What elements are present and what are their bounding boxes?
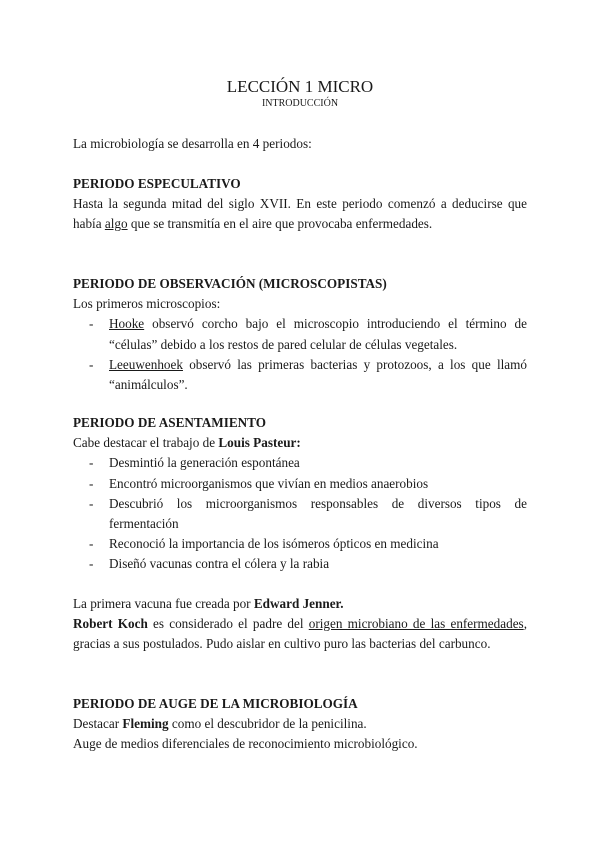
dash-bullet-icon: - bbox=[89, 495, 94, 511]
list-item: - Desmintió la generación espontánea bbox=[73, 453, 527, 473]
dash-bullet-icon: - bbox=[89, 475, 94, 491]
dash-bullet-icon: - bbox=[89, 556, 94, 572]
intro-paragraph: La microbiología se desarrolla en 4 periodos: bbox=[73, 136, 312, 151]
section-asentamiento bbox=[73, 413, 527, 575]
bullet-list bbox=[73, 453, 527, 574]
dash-bullet-icon: - bbox=[89, 356, 94, 372]
vaccine-paragraph: La primera vacuna fue creada por Edward Jenner. bbox=[73, 596, 344, 611]
scientist-name: Fleming bbox=[122, 716, 169, 732]
list-item: - Reconoció la importancia de los isómeros ópticos en medicina bbox=[73, 534, 527, 554]
list-item: - Hooke observó corcho bajo el microscopio introduciendo el término de “células” debido a los restos de pared celular de células vegetales. bbox=[89, 316, 527, 352]
section-especulativo bbox=[73, 174, 527, 235]
dash-bullet-icon: - bbox=[89, 455, 94, 471]
scientist-name: Leeuwenhoek bbox=[109, 356, 183, 372]
section-heading: PERIODO DE OBSERVACIÓN (MICROSCOPISTAS) bbox=[73, 276, 387, 291]
list-item: - Leeuwenhoek observó las primeras bacterias y protozoos, a los que llamó “animálculos”. bbox=[89, 356, 527, 393]
list-item: - Descubrió los microorganismos responsables de diversos tipos de fermentación bbox=[89, 495, 527, 532]
section-heading: PERIODO DE AUGE DE LA MICROBIOLOGÍA bbox=[73, 696, 358, 711]
scientist-name: Robert Koch bbox=[73, 616, 148, 631]
section-observacion bbox=[73, 274, 527, 395]
section-paragraph: Destacar Fleming como el descubridor de la penicilina. bbox=[73, 716, 367, 732]
section-paragraph: Hasta la segunda mitad del siglo XVII. En este periodo comenzó a deducirse que había algo que se transmitía en el aire que provocaba enfermedades. bbox=[73, 196, 527, 232]
page-title: LECCIÓN 1 MICRO bbox=[226, 77, 374, 96]
section-auge bbox=[73, 694, 527, 755]
dash-bullet-icon: - bbox=[89, 536, 94, 552]
list-item: - Diseñó vacunas contra el cólera y la rabia bbox=[73, 554, 527, 574]
dash-bullet-icon: - bbox=[89, 316, 94, 332]
section-heading: PERIODO DE ASENTAMIENTO bbox=[73, 415, 266, 430]
koch-paragraph: Robert Koch es considerado el padre del origen microbiano de las enfermedades, gracias a sus postulados. Pudo aislar en cultivo puro las bacterias del carbunco. bbox=[73, 616, 527, 652]
section-lead: Los primeros microscopios: bbox=[73, 296, 221, 312]
scientist-name: Edward Jenner. bbox=[253, 596, 344, 611]
section-lead: Cabe destacar el trabajo de Louis Pasteur: bbox=[73, 435, 301, 451]
section-heading: PERIODO ESPECULATIVO bbox=[73, 176, 241, 191]
underlined-term: origen microbiano de las enfermedades bbox=[308, 616, 524, 631]
underlined-term: algo bbox=[104, 216, 128, 232]
page-subtitle: INTRODUCCIÓN bbox=[261, 98, 339, 109]
list-item: - Encontró microorganismos que vivían en medios anaerobios bbox=[73, 474, 527, 494]
bullet-list bbox=[73, 314, 527, 395]
scientist-name: Hooke bbox=[109, 316, 145, 332]
section-paragraph: Auge de medios diferenciales de reconocimiento microbiológico. bbox=[73, 736, 418, 752]
scientist-name: Louis Pasteur: bbox=[218, 435, 301, 451]
